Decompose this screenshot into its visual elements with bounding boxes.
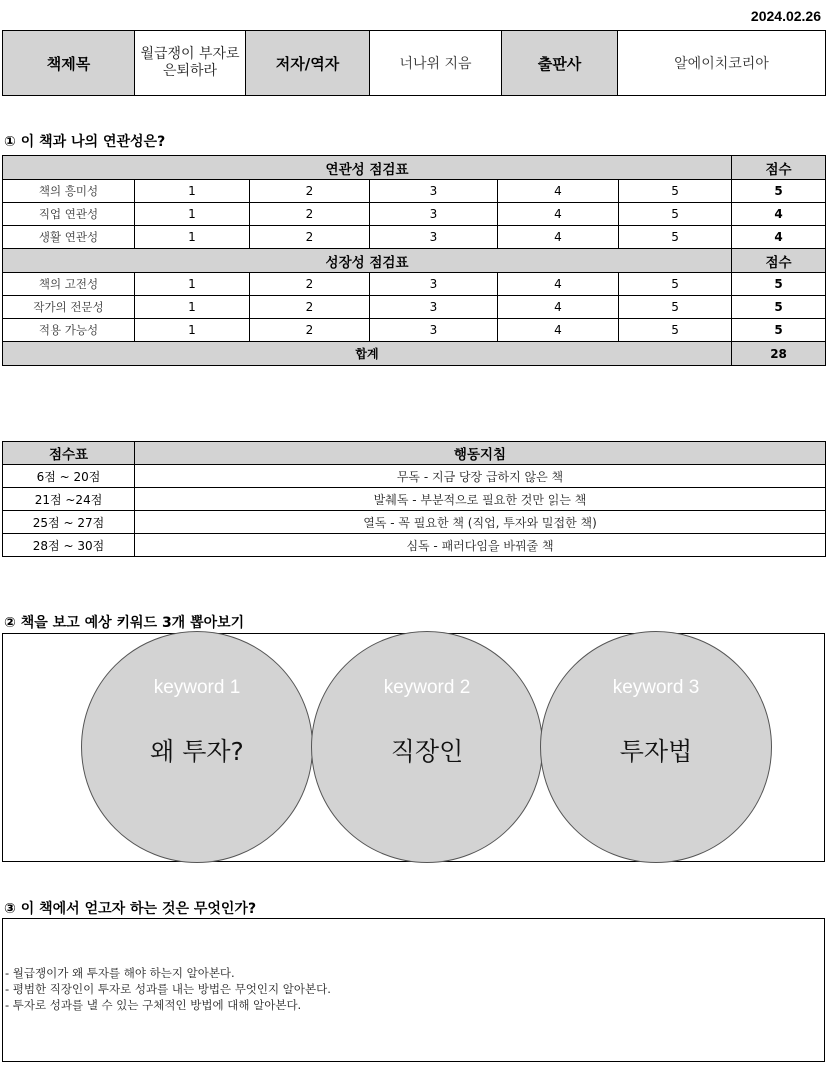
keyword-box: [2, 633, 825, 862]
score-header: 점수: [732, 156, 826, 180]
table-row: [3, 273, 826, 296]
keyword-circle-2: [311, 631, 543, 863]
scale-cell: 3: [370, 203, 498, 226]
row-label: 책의 고전성: [3, 273, 135, 296]
scale-cell: 1: [135, 180, 250, 203]
score-guide-table: [2, 441, 826, 557]
total-label: 합계: [3, 342, 732, 366]
scale-cell: 4: [498, 273, 619, 296]
title-label: 책제목: [3, 31, 135, 96]
action-text: 열독 - 꼭 필요한 책 (직업, 투자와 밀접한 책): [135, 511, 826, 534]
section3-heading: ③ 이 책에서 얻고자 하는 것은 무엇인가?: [4, 901, 257, 917]
score-cell: 4: [732, 203, 826, 226]
goals-box: [2, 918, 825, 1062]
score-header: 점수: [732, 249, 826, 273]
scale-cell: 4: [498, 226, 619, 249]
scale-cell: 4: [498, 203, 619, 226]
scale-cell: 1: [135, 203, 250, 226]
scale-cell: 2: [250, 319, 370, 342]
publisher-label: 출판사: [502, 31, 618, 96]
scale-cell: 2: [250, 273, 370, 296]
growth-header: 성장성 점검표: [3, 249, 732, 273]
scale-cell: 2: [250, 226, 370, 249]
action-text: 발췌독 - 부분적으로 필요한 것만 읽는 책: [135, 488, 826, 511]
relevance-checklist-table: [2, 155, 826, 366]
scale-cell: 5: [619, 319, 732, 342]
goal-line: - 투자로 성과를 낼 수 있는 구체적인 방법에 대해 알아본다.: [5, 998, 302, 1012]
score-cell: 5: [732, 180, 826, 203]
table-row: [3, 226, 826, 249]
publisher-value: 알에이치코리아: [618, 31, 826, 96]
row-label: 책의 흥미성: [3, 180, 135, 203]
table-row: [3, 203, 826, 226]
score-range: 6점 ~ 20점: [3, 465, 135, 488]
title-value: 월급쟁이 부자로 은퇴하라: [135, 31, 246, 96]
section1-heading: ① 이 책과 나의 연관성은?: [4, 134, 166, 150]
table-row: [3, 296, 826, 319]
row-label: 작가의 전문성: [3, 296, 135, 319]
score-cell: 5: [732, 273, 826, 296]
score-guide-header: 점수표: [3, 442, 135, 465]
goal-line: - 월급쟁이가 왜 투자를 해야 하는지 알아본다.: [5, 966, 235, 980]
scale-cell: 3: [370, 226, 498, 249]
score-range: 21점 ~24점: [3, 488, 135, 511]
scale-cell: 3: [370, 296, 498, 319]
scale-cell: 1: [135, 319, 250, 342]
scale-cell: 4: [498, 180, 619, 203]
date-label: 2024.02.26: [750, 8, 821, 24]
row-label: 직업 연관성: [3, 203, 135, 226]
scale-cell: 3: [370, 180, 498, 203]
table-row: [3, 488, 826, 511]
action-text: 심독 - 패러다임을 바꿔줄 책: [135, 534, 826, 557]
scale-cell: 2: [250, 180, 370, 203]
keyword-label: keyword 1: [153, 677, 241, 698]
action-text: 무독 - 지금 당장 급하지 않은 책: [135, 465, 826, 488]
relevance-header: 연관성 점검표: [3, 156, 732, 180]
scale-cell: 4: [498, 296, 619, 319]
action-guide-header: 행동지침: [135, 442, 826, 465]
table-row: [3, 534, 826, 557]
author-value: 너나위 지음: [370, 31, 502, 96]
score-range: 25점 ~ 27점: [3, 511, 135, 534]
table-row: [3, 465, 826, 488]
scale-cell: 1: [135, 273, 250, 296]
scale-cell: 4: [498, 319, 619, 342]
row-label: 생활 연관성: [3, 226, 135, 249]
score-cell: 5: [732, 296, 826, 319]
score-cell: 4: [732, 226, 826, 249]
scale-cell: 1: [135, 226, 250, 249]
keyword-value: 투자법: [619, 737, 693, 766]
table-row: [3, 180, 826, 203]
scale-cell: 3: [370, 319, 498, 342]
table-row: [3, 319, 826, 342]
keyword-circle-1: [81, 631, 313, 863]
keyword-label: keyword 2: [383, 677, 471, 698]
scale-cell: 1: [135, 296, 250, 319]
scale-cell: 5: [619, 296, 732, 319]
section2-heading: ② 책을 보고 예상 키워드 3개 뽑아보기: [4, 615, 245, 631]
table-row: [3, 511, 826, 534]
total-value: 28: [732, 342, 826, 366]
scale-cell: 5: [619, 203, 732, 226]
scale-cell: 2: [250, 296, 370, 319]
scale-cell: 5: [619, 226, 732, 249]
keyword-circle-3: [540, 631, 772, 863]
scale-cell: 5: [619, 180, 732, 203]
scale-cell: 2: [250, 203, 370, 226]
total-row: [3, 342, 826, 366]
keyword-value: 왜 투자?: [150, 737, 244, 766]
author-label: 저자/역자: [246, 31, 370, 96]
score-range: 28점 ~ 30점: [3, 534, 135, 557]
keyword-value: 직장인: [390, 737, 464, 766]
score-cell: 5: [732, 319, 826, 342]
goal-line: - 평범한 직장인이 투자로 성과를 내는 방법은 무엇인지 알아본다.: [5, 982, 331, 996]
scale-cell: 5: [619, 273, 732, 296]
row-label: 적용 가능성: [3, 319, 135, 342]
scale-cell: 3: [370, 273, 498, 296]
keyword-label: keyword 3: [612, 677, 700, 698]
book-info-table: [2, 30, 826, 96]
